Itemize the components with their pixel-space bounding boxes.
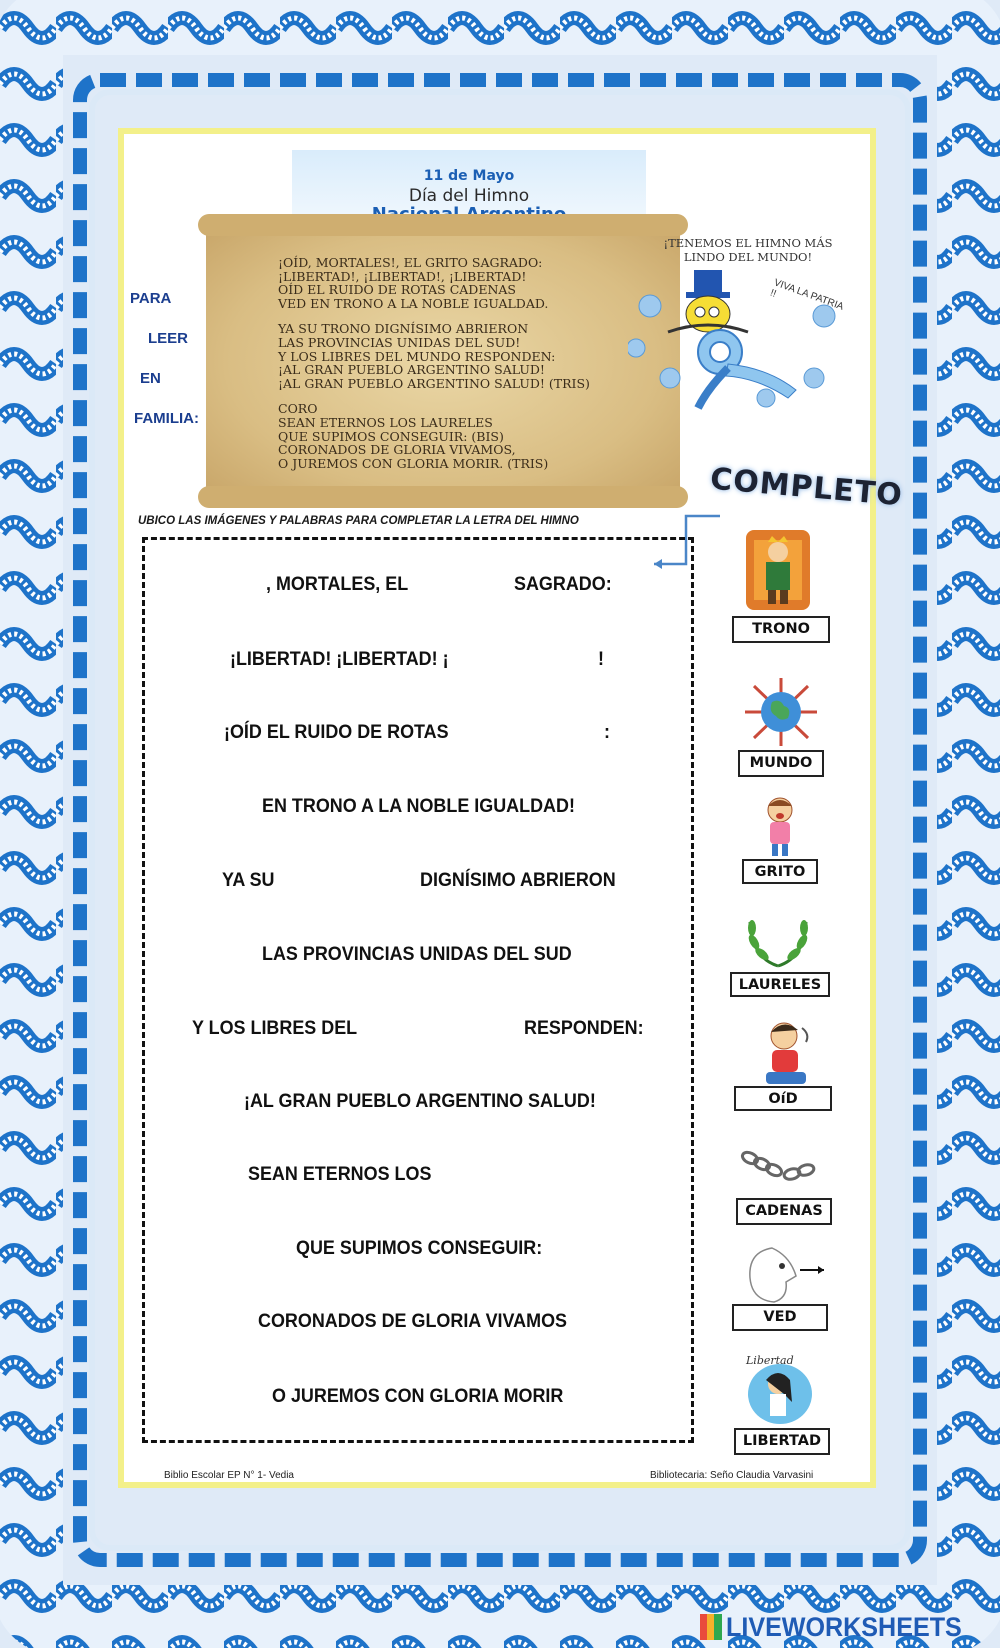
exercise-box: [142, 537, 694, 1443]
banner-date: 11 de Mayo: [423, 168, 515, 184]
exercise-line-3b: :: [604, 721, 610, 743]
anthem-line: CORO: [278, 401, 318, 417]
completo-title: COMPLETO: [708, 461, 905, 514]
exercise-line-5a: YA SU: [222, 869, 275, 891]
broken-chains-icon[interactable]: [738, 1144, 818, 1192]
anthem-line: O JUREMOS CON GLORIA MORIR. (TRIS): [278, 455, 549, 471]
laurel-wreath-icon[interactable]: [742, 908, 814, 970]
anthem-line: YA SU TRONO DIGNÍSIMO ABRIERON: [278, 321, 529, 337]
anthem-line: Y LOS LIBRES DEL MUNDO RESPONDEN:: [278, 348, 556, 364]
anthem-stanza-2: [278, 322, 668, 390]
liveworksheets-icon: [700, 1614, 722, 1640]
exercise-line-6: LAS PROVINCIAS UNIDAS DEL SUD: [262, 943, 572, 965]
anthem-stanza-3: [278, 402, 668, 470]
word-label-grito[interactable]: GRITO: [742, 859, 818, 884]
banner-line-2: Día del Himno: [408, 186, 530, 206]
anthem-line: SEAN ETERNOS LOS LAURELES: [278, 414, 493, 430]
exercise-line-4: EN TRONO A LA NOBLE IGUALDAD!: [262, 795, 575, 817]
liveworksheets-text: LIVEWORKSHEETS: [726, 1612, 962, 1642]
exercise-line-7b: RESPONDEN:: [524, 1017, 644, 1039]
anthem-line: ¡OÍD, MORTALES!, EL GRITO SAGRADO:: [278, 255, 543, 270]
anthem-line: VED EN TRONO A LA NOBLE IGUALDAD.: [278, 295, 549, 311]
side-label-para: PARA: [130, 290, 172, 307]
svg-text:Libertad: Libertad: [746, 1354, 794, 1367]
exercise-line-12: O JUREMOS CON GLORIA MORIR: [272, 1385, 564, 1407]
anthem-line: CORONADOS DE GLORIA VIVAMOS,: [278, 442, 516, 458]
exercise-line-8: ¡AL GRAN PUEBLO ARGENTINO SALUD!: [244, 1090, 596, 1112]
exercise-line-9: SEAN ETERNOS LOS: [248, 1163, 432, 1185]
exercise-line-1b: SAGRADO:: [514, 573, 612, 595]
word-label-cadenas[interactable]: CADENAS: [736, 1198, 832, 1225]
cartoon-viva-text: VIVA LA PATRIA !!: [768, 277, 845, 313]
anthem-stanza-1: [278, 256, 668, 310]
shouting-child-icon[interactable]: [756, 794, 804, 858]
scroll-roll-bottom: [198, 486, 688, 508]
exercise-line-1a: , MORTALES, EL: [266, 573, 409, 595]
word-label-trono[interactable]: TRONO: [732, 616, 830, 643]
world-image-icon[interactable]: [740, 676, 822, 748]
liberty-image-icon[interactable]: [740, 1350, 816, 1428]
exercise-line-3a: ¡OÍD EL RUIDO DE ROTAS: [224, 721, 449, 743]
exercise-line-2a: ¡LIBERTAD! ¡LIBERTAD! ¡: [230, 648, 449, 670]
looking-face-icon[interactable]: [742, 1242, 832, 1308]
anthem-lyrics: [278, 256, 668, 482]
anthem-line: OÍD EL RUIDO DE ROTAS CADENAS: [278, 282, 516, 298]
side-label-familia: FAMILIA:: [134, 410, 199, 427]
exercise-line-10: QUE SUPIMOS CONSEGUIR:: [296, 1237, 543, 1259]
anthem-scroll: [206, 220, 680, 502]
listening-child-icon[interactable]: [756, 1018, 818, 1088]
cartoon-speech: ¡TENEMOS EL HIMNO MÁS LINDO DEL MUNDO!: [663, 236, 833, 264]
exercise-line-11: CORONADOS DE GLORIA VIVAMOS: [258, 1310, 567, 1332]
anthem-line: LAS PROVINCIAS UNIDAS DEL SUD!: [278, 334, 521, 350]
word-label-ved[interactable]: VED: [732, 1304, 828, 1331]
scroll-roll-top: [198, 214, 688, 236]
anthem-line: ¡LIBERTAD!, ¡LIBERTAD!, ¡LIBERTAD!: [278, 268, 527, 284]
word-label-mundo[interactable]: MUNDO: [738, 750, 824, 777]
footer-right: Bibliotecaria: Seño Claudia Varvasini: [650, 1470, 814, 1481]
side-label-leer: LEER: [148, 330, 189, 347]
instruction-text: UBICO LAS IMÁGENES Y PALABRAS PARA COMPLETAR LA LETRA DEL HIMNO: [138, 515, 579, 527]
anthem-line: QUE SUPIMOS CONSEGUIR: (BIS): [278, 428, 504, 444]
anthem-line: ¡AL GRAN PUEBLO ARGENTINO SALUD!: [278, 362, 545, 378]
anthem-line: ¡AL GRAN PUEBLO ARGENTINO SALUD! (TRIS): [278, 375, 590, 391]
throne-image-icon[interactable]: [740, 526, 816, 612]
word-label-laureles[interactable]: LAURELES: [730, 972, 830, 997]
word-label-libertad[interactable]: LIBERTAD: [734, 1428, 830, 1455]
side-label-en: EN: [140, 370, 161, 387]
footer-left: Biblio Escolar EP N° 1- Vedia: [164, 1470, 294, 1481]
exercise-line-2b: !: [598, 648, 604, 670]
exercise-line-7a: Y LOS LIBRES DEL: [192, 1017, 358, 1039]
exercise-line-5b: DIGNÍSIMO ABRIERON: [420, 869, 616, 891]
cartoon-illustration: [628, 228, 848, 428]
word-label-oid[interactable]: OíD: [734, 1086, 832, 1111]
